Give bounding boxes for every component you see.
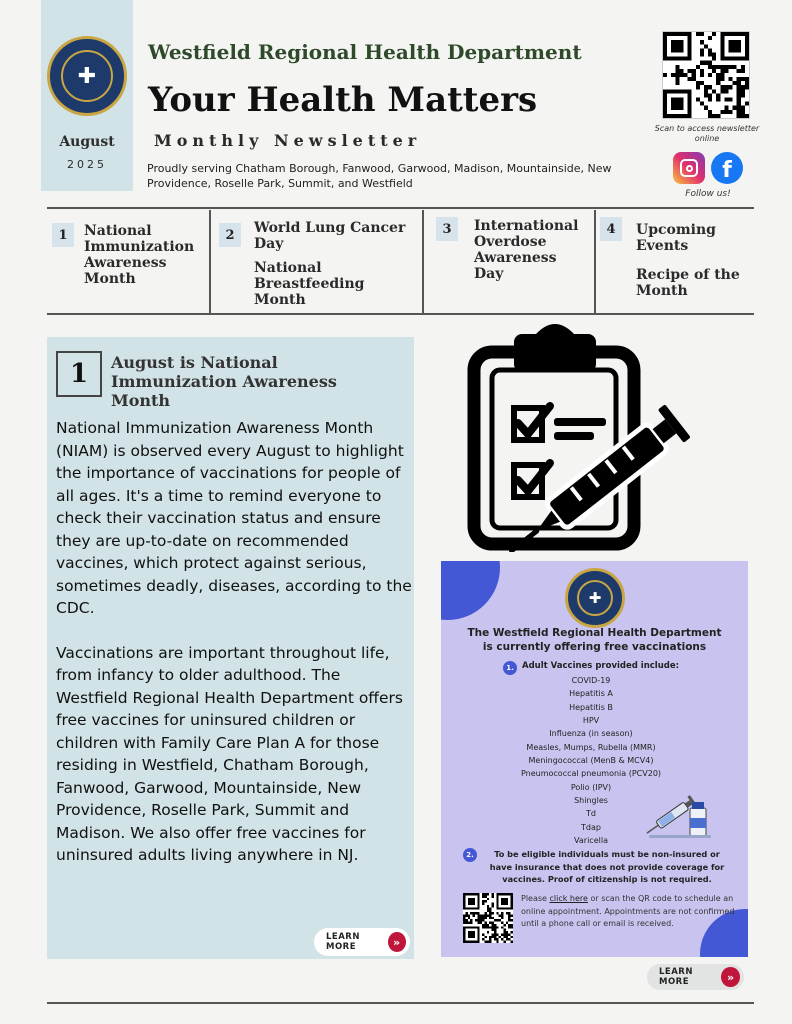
- instagram-icon[interactable]: [673, 152, 705, 184]
- vaccine-item: Shingles: [574, 796, 608, 806]
- vaccine-item: COVID-19: [571, 676, 611, 685]
- double-chevron-right-icon: »: [721, 967, 740, 987]
- article-paragraph: National Immunization Awareness Month (NIAM) is observed every August to highlight the importance of vaccinations for people of all ages. It's a time to remind everyone to check their vaccination status and ensure they are up-to-date on recommended vaccines, which protect against serious, sometimes deadly, diseases, according to the CDC.: [56, 419, 412, 617]
- toc-label: National Breastfeeding Month: [254, 260, 365, 308]
- toc-label: International Overdose Awareness Day: [474, 218, 579, 282]
- appointment-qr-code[interactable]: [463, 893, 513, 943]
- flyer-seal: [565, 568, 625, 628]
- toc-number: 2: [219, 223, 241, 247]
- vaccine-item: Hepatitis A: [569, 689, 613, 699]
- department-seal: [47, 36, 127, 116]
- flyer-learn-more-button[interactable]: [647, 964, 744, 990]
- toc-label: World Lung Cancer Day: [254, 220, 406, 252]
- vaccine-item: Meningococcal (MenB & MCV4): [528, 756, 654, 766]
- newsletter-title: Your Health Matters: [148, 80, 538, 120]
- vaccine-item: Pneumococcal pneumonia (PCV20): [520, 769, 662, 779]
- vaccine-item: Varicella: [574, 836, 608, 846]
- toc-label: Upcoming Events: [636, 222, 716, 254]
- article-title: August is National Immunization Awareness Month: [111, 353, 337, 410]
- vaccine-item: Influenza (in season): [549, 729, 633, 739]
- vaccine-item: Hepatitis B: [569, 702, 613, 712]
- toc-separator: [422, 210, 424, 314]
- vaccine-item: Tdap: [581, 822, 601, 832]
- toc-number: 1: [52, 223, 74, 247]
- service-area: Proudly serving Chatham Borough, Fanwood, Garwood, Madison, Mountainside, New Providence, Roselle Park, Summit, and Westfield: [147, 162, 612, 190]
- article-learn-more-button[interactable]: [314, 928, 410, 956]
- clipboard-syringe-icon: [466, 320, 706, 552]
- decorative-circle: [441, 561, 500, 620]
- learn-more-label: LEARN MORE: [326, 932, 360, 952]
- step-badge: 2.: [463, 848, 477, 862]
- divider-bottom: [47, 1002, 754, 1004]
- seal-cross-icon: ✚: [77, 63, 97, 89]
- vaccine-item: Measles, Mumps, Rubella (MMR): [526, 742, 656, 752]
- note-text: Please: [521, 894, 550, 903]
- follow-caption: Follow us!: [685, 189, 731, 199]
- vaccine-item: Polio (IPV): [570, 782, 612, 792]
- flyer-heading: [441, 626, 748, 654]
- toc-number: 4: [600, 217, 622, 241]
- learn-more-label: LEARN MORE: [659, 967, 693, 987]
- flyer-heading-line: The Westfield Regional Health Department: [467, 627, 722, 639]
- vaccine-list-heading: Adult Vaccines provided include:: [522, 661, 680, 671]
- divider-toc-bottom: [47, 313, 754, 315]
- divider-top: [47, 207, 754, 209]
- department-name: Westfield Regional Health Department: [148, 40, 582, 64]
- newsletter-subtitle: Monthly Newsletter: [154, 131, 422, 150]
- article-body: [56, 417, 412, 889]
- newsletter-qr-code[interactable]: [662, 31, 750, 119]
- vaccine-item: HPV: [582, 716, 600, 726]
- qr-caption: Scan to access newsletter online: [654, 124, 760, 143]
- issue-year: 2025: [67, 158, 107, 171]
- note-text: or scan the QR code to schedule an online appointment. Appointments are not confirmed until a phone call or email is received.: [521, 894, 735, 928]
- double-chevron-right-icon: »: [388, 932, 406, 952]
- toc-separator: [594, 210, 596, 314]
- click-here-link[interactable]: click here: [549, 894, 588, 903]
- toc-label: National Immunization Awareness Month: [84, 223, 195, 287]
- seal-cross-icon: ✚: [588, 589, 602, 607]
- appointment-note: [521, 893, 736, 931]
- eligibility-text: To be eligible individuals must be non-insured or have insurance that does not provide coverage for vaccines. Proof of citizenship is not required.: [489, 849, 725, 884]
- toc-label: Recipe of the Month: [636, 267, 740, 299]
- issue-month: August: [59, 134, 115, 150]
- article-number: 1: [56, 351, 102, 397]
- toc-number: 3: [436, 217, 458, 241]
- toc-separator: [209, 210, 211, 314]
- syringe-vial-icon: [646, 788, 711, 840]
- step-badge: 1.: [503, 661, 517, 675]
- flyer-heading-line: is currently offering free vaccinations: [482, 641, 707, 653]
- article-paragraph: Vaccinations are important throughout life, from infancy to older adulthood. The Westfield Regional Health Department offers free vaccines for uninsured children or children with Family Care Plan A for those residing in Westfield, Chatham Borough, Fanwood, Garwood, Mountainside, New Providence, Roselle Park, Summit and Madison. We also offer free vaccines for uninsured adults living anywhere in NJ.: [56, 643, 403, 864]
- facebook-icon[interactable]: f: [711, 152, 743, 184]
- vaccine-item: Td: [586, 809, 596, 819]
